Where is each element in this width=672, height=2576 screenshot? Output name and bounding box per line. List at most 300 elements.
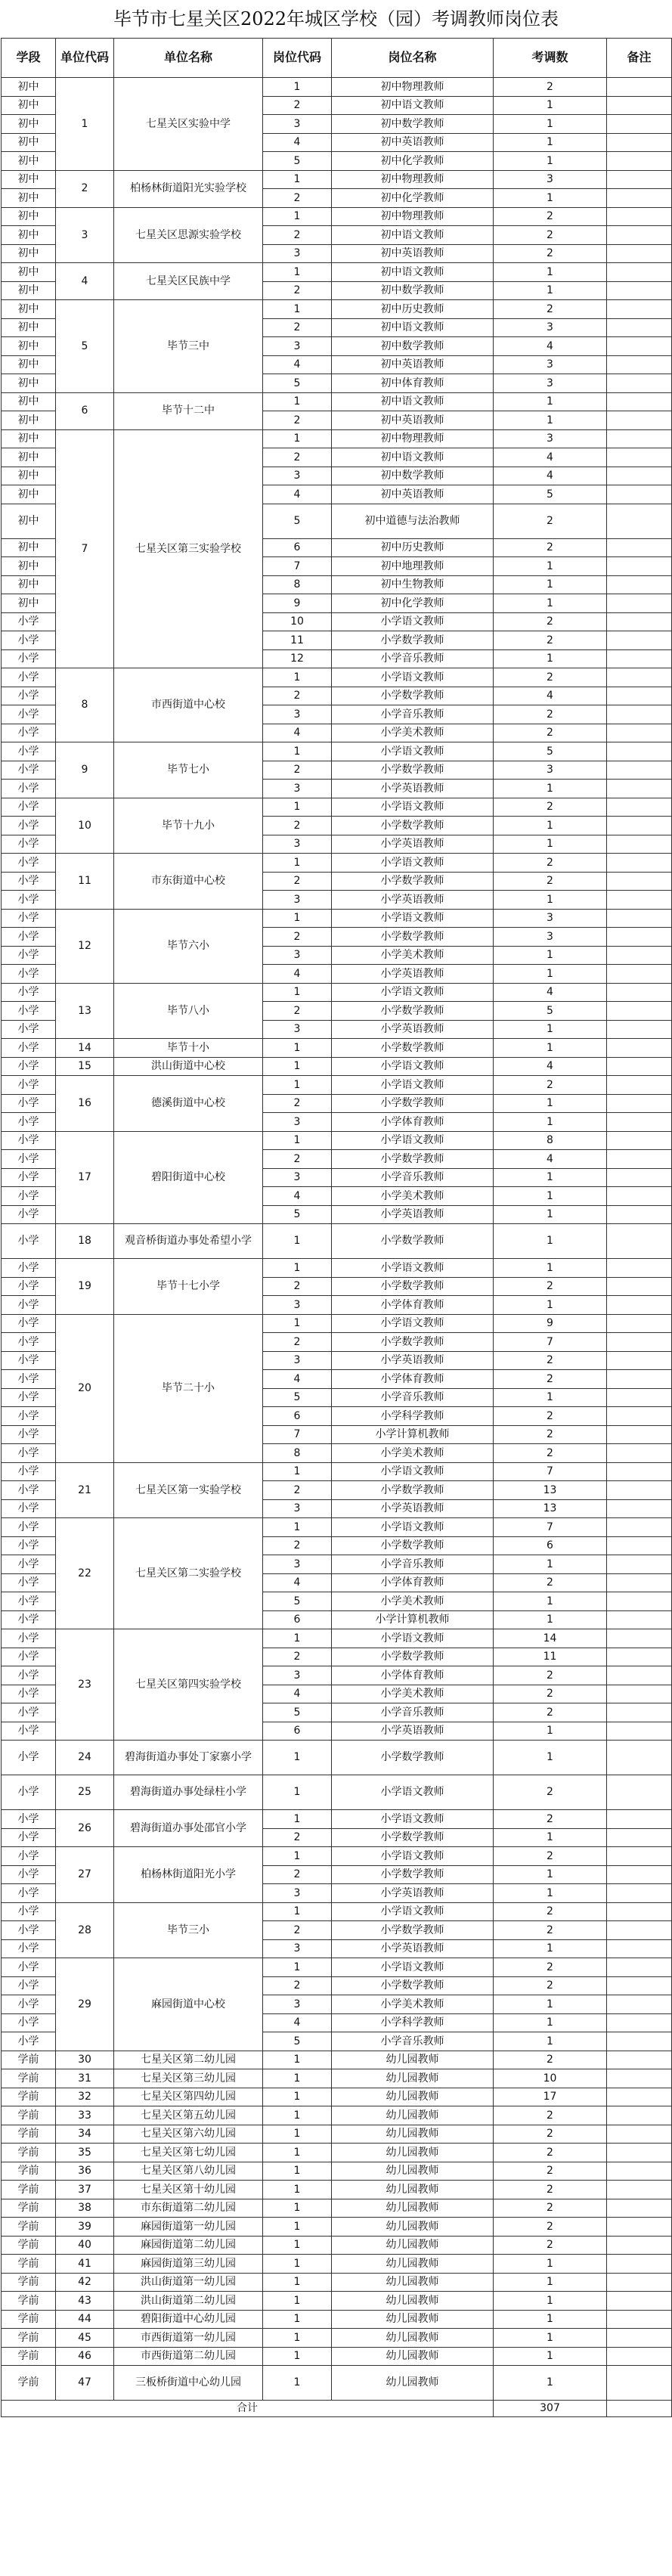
stage-cell: 小学	[2, 817, 56, 835]
quota-cell: 1	[494, 1610, 607, 1629]
unit-code-cell: 34	[56, 2125, 114, 2144]
position-code-cell: 2	[263, 1865, 332, 1884]
header-stage: 学段	[2, 39, 56, 78]
unit-name-cell: 毕节三中	[114, 300, 263, 393]
position-name-cell: 小学数学教师	[332, 1741, 494, 1775]
stage-cell: 小学	[2, 1629, 56, 1648]
stage-cell: 小学	[2, 705, 56, 724]
stage-cell: 初中	[2, 467, 56, 485]
remark-cell	[607, 1810, 672, 1829]
stage-cell: 小学	[2, 761, 56, 780]
position-code-cell: 1	[263, 300, 332, 319]
position-code-cell: 1	[263, 392, 332, 411]
position-code-cell: 3	[263, 1113, 332, 1132]
remark-cell	[607, 281, 672, 300]
remark-cell	[607, 1314, 672, 1333]
stage-cell: 初中	[2, 263, 56, 282]
stage-cell: 小学	[2, 1573, 56, 1592]
stage-cell: 小学	[2, 1592, 56, 1611]
stage-cell: 小学	[2, 1921, 56, 1940]
remark-cell	[607, 724, 672, 742]
position-code-cell: 6	[263, 1610, 332, 1629]
position-name-cell: 小学语文教师	[332, 668, 494, 687]
position-code-cell: 3	[263, 1995, 332, 2014]
stage-cell: 初中	[2, 281, 56, 300]
position-name-cell: 小学数学教师	[332, 1277, 494, 1296]
position-code-cell: 3	[263, 705, 332, 724]
remark-cell	[607, 1002, 672, 1021]
position-name-cell: 小学英语教师	[332, 1020, 494, 1039]
unit-code-cell: 18	[56, 1224, 114, 1259]
position-name-cell: 小学音乐教师	[332, 705, 494, 724]
unit-name-cell: 七星关区第四幼儿园	[114, 2088, 263, 2106]
remark-cell	[607, 2088, 672, 2106]
unit-code-cell: 37	[56, 2181, 114, 2199]
table-row	[2, 1775, 672, 1810]
header-remark: 备注	[607, 39, 672, 78]
quota-cell: 1	[494, 1995, 607, 2014]
stage-cell: 初中	[2, 485, 56, 504]
unit-name-cell: 七星关区第四实验学校	[114, 1629, 263, 1741]
position-code-cell: 1	[263, 2144, 332, 2162]
remark-cell	[607, 928, 672, 947]
position-name-cell: 初中英语教师	[332, 485, 494, 504]
quota-cell: 2	[494, 1976, 607, 1995]
position-name-cell: 幼儿园教师	[332, 2236, 494, 2255]
stage-cell: 小学	[2, 1039, 56, 1058]
remark-cell	[607, 1921, 672, 1940]
position-name-cell: 小学语文教师	[332, 1847, 494, 1866]
position-code-cell: 3	[263, 1499, 332, 1518]
unit-code-cell: 30	[56, 2051, 114, 2069]
position-name-cell: 小学英语教师	[332, 1351, 494, 1370]
position-code-cell: 1	[263, 2329, 332, 2348]
stage-cell: 小学	[2, 1499, 56, 1518]
table-row	[2, 1224, 672, 1259]
position-code-cell: 9	[263, 594, 332, 613]
remark-cell	[607, 189, 672, 208]
table-row	[2, 392, 672, 411]
unit-name-cell: 碧阳街道中心校	[114, 1131, 263, 1224]
remark-cell	[607, 1113, 672, 1132]
table-row	[2, 2273, 672, 2292]
remark-cell	[607, 1499, 672, 1518]
stage-cell: 初中	[2, 337, 56, 356]
remark-cell	[607, 1629, 672, 1648]
remark-cell	[607, 226, 672, 245]
quota-cell: 1	[494, 1939, 607, 1958]
remark-cell	[607, 2032, 672, 2051]
position-name-cell: 初中数学教师	[332, 115, 494, 134]
remark-cell	[607, 557, 672, 576]
remark-cell	[607, 1741, 672, 1775]
quota-cell: 4	[494, 337, 607, 356]
stage-cell: 学前	[2, 2051, 56, 2069]
position-name-cell: 初中化学教师	[332, 189, 494, 208]
position-code-cell: 4	[263, 965, 332, 984]
unit-code-cell: 6	[56, 392, 114, 429]
stage-cell: 小学	[2, 2032, 56, 2051]
position-name-cell: 小学英语教师	[332, 1939, 494, 1958]
unit-name-cell: 七星关区民族中学	[114, 263, 263, 300]
unit-code-cell: 23	[56, 1629, 114, 1741]
unit-name-cell: 毕节十二中	[114, 392, 263, 429]
position-name-cell: 小学体育教师	[332, 1296, 494, 1315]
quota-cell: 2	[494, 244, 607, 263]
quota-cell: 4	[494, 1150, 607, 1169]
quota-cell: 1	[494, 1592, 607, 1611]
position-code-cell: 1	[263, 983, 332, 1002]
position-name-cell: 小学计算机教师	[332, 1425, 494, 1444]
stage-cell: 小学	[2, 928, 56, 947]
table-row	[2, 1131, 672, 1150]
quota-cell: 13	[494, 1481, 607, 1500]
position-code-cell: 2	[263, 687, 332, 705]
quota-cell: 1	[494, 780, 607, 798]
remark-cell	[607, 1481, 672, 1500]
quota-cell: 4	[494, 467, 607, 485]
unit-name-cell: 七星关区第三幼儿园	[114, 2069, 263, 2088]
position-code-cell: 7	[263, 557, 332, 576]
position-code-cell: 1	[263, 2125, 332, 2144]
quota-cell: 1	[494, 1168, 607, 1187]
position-name-cell: 幼儿园教师	[332, 2347, 494, 2366]
stage-cell: 小学	[2, 1444, 56, 1463]
position-code-cell: 4	[263, 133, 332, 152]
quota-cell: 3	[494, 318, 607, 337]
stage-cell: 初中	[2, 504, 56, 538]
quota-cell: 2	[494, 300, 607, 319]
unit-code-cell: 10	[56, 798, 114, 854]
position-code-cell: 2	[263, 189, 332, 208]
quota-cell: 4	[494, 448, 607, 467]
table-row	[2, 742, 672, 761]
position-code-cell: 4	[263, 485, 332, 504]
stage-cell: 小学	[2, 1094, 56, 1113]
position-name-cell: 小学语文教师	[332, 983, 494, 1002]
unit-code-cell: 13	[56, 983, 114, 1039]
remark-cell	[607, 1020, 672, 1039]
quota-cell: 1	[494, 891, 607, 910]
unit-name-cell: 麻园街道第三幼儿园	[114, 2255, 263, 2274]
position-name-cell: 小学语文教师	[332, 1131, 494, 1150]
stage-cell: 小学	[2, 1002, 56, 1021]
position-name-cell: 小学语文教师	[332, 1629, 494, 1648]
position-name-cell: 初中物理教师	[332, 170, 494, 189]
position-name-cell: 初中数学教师	[332, 467, 494, 485]
unit-code-cell: 8	[56, 668, 114, 742]
table-row	[2, 798, 672, 817]
remark-cell	[607, 2106, 672, 2125]
unit-code-cell: 22	[56, 1518, 114, 1629]
position-code-cell: 1	[263, 2347, 332, 2366]
unit-code-cell: 35	[56, 2144, 114, 2162]
quota-cell: 1	[494, 2255, 607, 2274]
quota-cell: 1	[494, 1555, 607, 1574]
stage-cell: 小学	[2, 1462, 56, 1481]
position-code-cell: 5	[263, 374, 332, 393]
position-code-cell: 2	[263, 872, 332, 891]
position-name-cell: 幼儿园教师	[332, 2125, 494, 2144]
remark-cell	[607, 1131, 672, 1150]
stage-cell: 学前	[2, 2347, 56, 2366]
position-name-cell: 小学英语教师	[332, 780, 494, 798]
unit-code-cell: 12	[56, 909, 114, 983]
remark-cell	[607, 1939, 672, 1958]
quota-cell: 7	[494, 1333, 607, 1352]
quota-cell: 2	[494, 2106, 607, 2125]
remark-cell	[607, 2069, 672, 2088]
position-code-cell: 3	[263, 115, 332, 134]
quota-cell: 2	[494, 1351, 607, 1370]
stage-cell: 小学	[2, 1407, 56, 1426]
remark-cell	[607, 649, 672, 668]
unit-name-cell: 三板桥街道中心幼儿园	[114, 2366, 263, 2401]
position-code-cell: 1	[263, 263, 332, 282]
remark-cell	[607, 244, 672, 263]
position-name-cell: 小学英语教师	[332, 835, 494, 854]
position-code-cell: 1	[263, 1039, 332, 1058]
header-position-code: 岗位代码	[263, 39, 332, 78]
stage-cell: 学前	[2, 2199, 56, 2218]
position-name-cell: 初中历史教师	[332, 300, 494, 319]
position-name-cell: 小学数学教师	[332, 631, 494, 650]
table-row	[2, 1259, 672, 1278]
stage-cell: 小学	[2, 1277, 56, 1296]
quota-cell: 2	[494, 1810, 607, 1829]
stage-cell: 小学	[2, 1666, 56, 1685]
table-row	[2, 983, 672, 1002]
table-row	[2, 2329, 672, 2348]
remark-cell	[607, 1685, 672, 1703]
position-code-cell: 2	[263, 318, 332, 337]
quota-cell: 2	[494, 2162, 607, 2181]
position-code-cell: 3	[263, 1168, 332, 1187]
table-row	[2, 1902, 672, 1921]
remark-cell	[607, 1168, 672, 1187]
quota-cell: 1	[494, 96, 607, 115]
position-name-cell: 初中语文教师	[332, 318, 494, 337]
position-code-cell: 2	[263, 1150, 332, 1169]
remark-cell	[607, 1648, 672, 1666]
remark-cell	[607, 1259, 672, 1278]
remark-cell	[607, 594, 672, 613]
remark-cell	[607, 1425, 672, 1444]
quota-cell: 1	[494, 1884, 607, 1903]
position-name-cell: 小学美术教师	[332, 1444, 494, 1463]
unit-name-cell: 碧海街道办事处绿柱小学	[114, 1775, 263, 1810]
stage-cell: 学前	[2, 2162, 56, 2181]
position-code-cell: 3	[263, 946, 332, 965]
remark-cell	[607, 2329, 672, 2348]
position-code-cell: 1	[263, 78, 332, 97]
quota-cell: 2	[494, 2051, 607, 2069]
unit-code-cell: 33	[56, 2106, 114, 2125]
stage-cell: 学前	[2, 2106, 56, 2125]
remark-cell	[607, 1224, 672, 1259]
position-code-cell: 2	[263, 1828, 332, 1847]
position-code-cell: 1	[263, 2366, 332, 2401]
remark-cell	[607, 1828, 672, 1847]
position-name-cell: 小学英语教师	[332, 1205, 494, 1224]
stage-cell: 初中	[2, 78, 56, 97]
remark-cell	[607, 207, 672, 226]
unit-code-cell: 44	[56, 2310, 114, 2329]
quota-cell: 1	[494, 1187, 607, 1206]
stage-cell: 初中	[2, 448, 56, 467]
table-row	[2, 1741, 672, 1775]
unit-name-cell: 毕节七小	[114, 742, 263, 798]
position-name-cell: 小学数学教师	[332, 1333, 494, 1352]
position-name-cell: 初中数学教师	[332, 281, 494, 300]
quota-cell: 1	[494, 2366, 607, 2401]
unit-name-cell: 毕节十九小	[114, 798, 263, 854]
unit-code-cell: 1	[56, 78, 114, 171]
remark-cell	[607, 115, 672, 134]
table-row	[2, 2292, 672, 2311]
position-name-cell: 初中语文教师	[332, 448, 494, 467]
stage-cell: 小学	[2, 1205, 56, 1224]
stage-cell: 小学	[2, 1057, 56, 1076]
remark-cell	[607, 946, 672, 965]
position-code-cell: 1	[263, 668, 332, 687]
position-code-cell: 1	[263, 429, 332, 448]
quota-cell: 2	[494, 1703, 607, 1722]
position-name-cell: 初中语文教师	[332, 96, 494, 115]
position-code-cell: 1	[263, 2162, 332, 2181]
position-name-cell: 小学美术教师	[332, 724, 494, 742]
position-name-cell: 小学数学教师	[332, 1039, 494, 1058]
position-name-cell: 幼儿园教师	[332, 2106, 494, 2125]
quota-cell: 2	[494, 2125, 607, 2144]
position-name-cell: 幼儿园教师	[332, 2329, 494, 2348]
positions-table	[1, 38, 672, 2417]
quota-cell: 2	[494, 1902, 607, 1921]
position-name-cell: 幼儿园教师	[332, 2255, 494, 2274]
stage-cell: 初中	[2, 244, 56, 263]
remark-cell	[607, 96, 672, 115]
position-code-cell: 2	[263, 1094, 332, 1113]
position-name-cell: 幼儿园教师	[332, 2292, 494, 2311]
remark-cell	[607, 263, 672, 282]
remark-cell	[607, 1333, 672, 1352]
remark-cell	[607, 1847, 672, 1866]
remark-cell	[607, 1187, 672, 1206]
stage-cell: 小学	[2, 1685, 56, 1703]
stage-cell: 小学	[2, 1187, 56, 1206]
remark-cell	[607, 429, 672, 448]
position-code-cell: 2	[263, 1333, 332, 1352]
unit-name-cell: 洪山街道第二幼儿园	[114, 2292, 263, 2311]
remark-cell	[607, 1976, 672, 1995]
position-code-cell: 5	[263, 1703, 332, 1722]
quota-cell: 1	[494, 411, 607, 430]
unit-name-cell: 麻园街道第二幼儿园	[114, 2236, 263, 2255]
position-name-cell: 初中语文教师	[332, 263, 494, 282]
stage-cell: 小学	[2, 668, 56, 687]
position-name-cell: 小学语文教师	[332, 1518, 494, 1537]
stage-cell: 小学	[2, 687, 56, 705]
remark-cell	[607, 2273, 672, 2292]
total-value: 307	[494, 2401, 607, 2417]
position-name-cell: 小学计算机教师	[332, 1610, 494, 1629]
table-row	[2, 1629, 672, 1648]
position-name-cell: 小学语文教师	[332, 798, 494, 817]
remark-cell	[607, 983, 672, 1002]
remark-cell	[607, 392, 672, 411]
stage-cell: 小学	[2, 780, 56, 798]
position-name-cell: 小学语文教师	[332, 1057, 494, 1076]
quota-cell: 1	[494, 1296, 607, 1315]
remark-cell	[607, 1057, 672, 1076]
position-name-cell: 小学语文教师	[332, 1902, 494, 1921]
stage-cell: 小学	[2, 2013, 56, 2032]
unit-name-cell: 毕节三小	[114, 1902, 263, 1958]
quota-cell: 1	[494, 594, 607, 613]
position-name-cell: 小学数学教师	[332, 1224, 494, 1259]
position-code-cell: 8	[263, 575, 332, 594]
remark-cell	[607, 1666, 672, 1685]
remark-cell	[607, 2199, 672, 2218]
position-code-cell: 2	[263, 1481, 332, 1500]
quota-cell: 2	[494, 1685, 607, 1703]
position-code-cell: 3	[263, 1351, 332, 1370]
stage-cell: 小学	[2, 1518, 56, 1537]
stage-cell: 小学	[2, 1976, 56, 1995]
remark-cell	[607, 1351, 672, 1370]
position-name-cell: 小学语文教师	[332, 1775, 494, 1810]
remark-cell	[607, 1902, 672, 1921]
position-code-cell: 3	[263, 1884, 332, 1903]
remark-cell	[607, 2310, 672, 2329]
quota-cell: 2	[494, 631, 607, 650]
stage-cell: 小学	[2, 649, 56, 668]
position-name-cell: 小学数学教师	[332, 687, 494, 705]
position-name-cell: 初中数学教师	[332, 337, 494, 356]
stage-cell: 小学	[2, 1703, 56, 1722]
quota-cell: 5	[494, 742, 607, 761]
table-row	[2, 1810, 672, 1829]
stage-cell: 小学	[2, 1168, 56, 1187]
position-name-cell: 初中物理教师	[332, 78, 494, 97]
quota-cell: 7	[494, 1462, 607, 1481]
position-name-cell: 幼儿园教师	[332, 2273, 494, 2292]
quota-cell: 9	[494, 1314, 607, 1333]
quota-cell: 5	[494, 485, 607, 504]
remark-cell	[607, 1573, 672, 1592]
position-name-cell: 小学美术教师	[332, 1995, 494, 2014]
remark-cell	[607, 798, 672, 817]
quota-cell: 1	[494, 152, 607, 171]
quota-cell: 1	[494, 2273, 607, 2292]
stage-cell: 小学	[2, 1775, 56, 1810]
position-code-cell: 5	[263, 1388, 332, 1407]
unit-name-cell: 七星关区第三实验学校	[114, 429, 263, 668]
position-code-cell: 5	[263, 152, 332, 171]
position-code-cell: 3	[263, 467, 332, 485]
stage-cell: 初中	[2, 411, 56, 430]
position-name-cell: 小学美术教师	[332, 1685, 494, 1703]
position-code-cell: 4	[263, 1685, 332, 1703]
remark-cell	[607, 1722, 672, 1741]
table-row	[2, 429, 672, 448]
remark-cell	[607, 965, 672, 984]
remark-cell	[607, 1610, 672, 1629]
position-code-cell: 6	[263, 538, 332, 557]
stage-cell: 小学	[2, 612, 56, 631]
position-name-cell: 幼儿园教师	[332, 2069, 494, 2088]
table-row	[2, 2162, 672, 2181]
